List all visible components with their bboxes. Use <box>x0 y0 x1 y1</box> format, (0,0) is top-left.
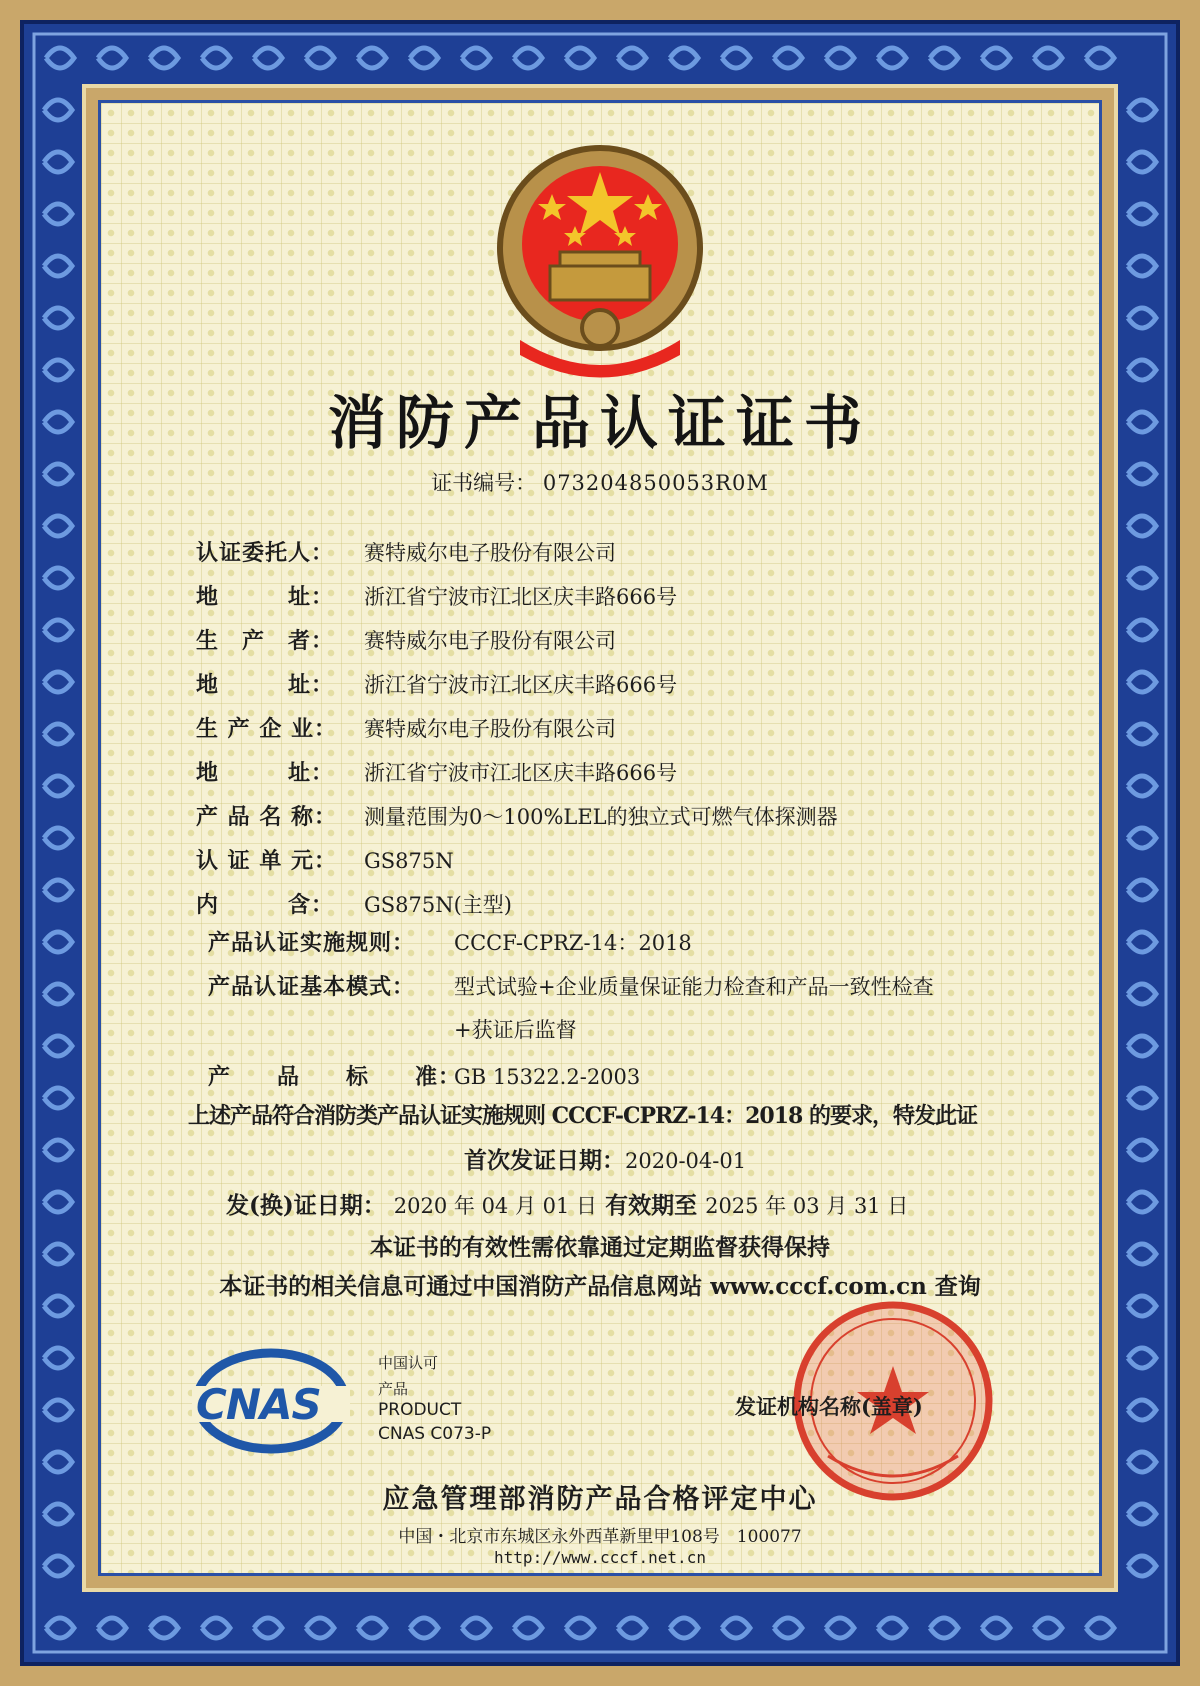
field-row <box>196 844 454 875</box>
rule-row <box>208 1060 640 1091</box>
field-row <box>196 668 677 699</box>
field-value: 测量范围为0～100%LEL的独立式可燃气体探测器 <box>364 805 838 829</box>
rule-value: 型式试验+企业质量保证能力检查和产品一致性检查 <box>454 975 934 999</box>
field-value: 浙江省宁波市江北区庆丰路666号 <box>364 673 678 697</box>
cnas-logo-text: CNAS <box>196 1380 321 1429</box>
field-label: 认证委托人： <box>196 540 335 566</box>
field-value: 浙江省宁波市江北区庆丰路666号 <box>364 585 678 609</box>
certificate-number-label: 证书编号： <box>431 471 537 495</box>
field-row <box>196 888 512 919</box>
cnas-line-4: CNAS C073-P <box>378 1424 492 1444</box>
field-value: 赛特威尔电子股份有限公司 <box>364 541 616 565</box>
certificate-number-value: 073204850053R0M <box>542 471 769 495</box>
cnas-line-3: PRODUCT <box>378 1400 462 1420</box>
certificate-number <box>0 467 1200 497</box>
valid-until-label: 有效期至 <box>605 1192 698 1219</box>
website-notice: 本证书的相关信息可通过中国消防产品信息网站 www.cccf.com.cn 查询 <box>219 1273 981 1300</box>
rule-row <box>208 926 692 957</box>
field-label: 地 址： <box>196 672 335 698</box>
rule-label: 产品认证基本模式： <box>208 974 416 1000</box>
field-row <box>196 756 677 787</box>
issuing-organization: 应急管理部消防产品合格评定中心 <box>382 1484 818 1515</box>
field-row <box>196 624 616 655</box>
field-row <box>196 536 616 567</box>
rule-row <box>208 1014 577 1044</box>
cnas-line-2: 产品 <box>378 1380 409 1398</box>
rule-row <box>208 970 934 1001</box>
valid-until-value: 2025 年 03 月 31 日 <box>705 1194 909 1218</box>
field-value: GS875N <box>364 849 454 873</box>
field-label: 认 证 单 元： <box>196 848 337 874</box>
issue-date-line <box>226 1187 908 1220</box>
field-value: 浙江省宁波市江北区庆丰路666号 <box>364 761 678 785</box>
first-issue-label: 首次发证日期： <box>464 1147 625 1174</box>
field-value: GS875N(主型) <box>364 893 513 917</box>
compliance-statement: 上述产品符合消防类产品认证实施规则 CCCF-CPRZ-14：2018 的要求，特发此证 <box>188 1103 977 1129</box>
field-label: 产 品 名 称： <box>196 804 337 830</box>
organization-address: 中国・北京市东城区永外西革新里甲108号 100077 <box>398 1527 802 1547</box>
national-emblem-icon <box>480 140 720 380</box>
field-row <box>196 580 677 611</box>
certificate-title: 消防产品认证证书 <box>327 389 872 457</box>
rule-value: +获证后监督 <box>454 1018 577 1042</box>
field-label: 地 址： <box>196 584 335 610</box>
seal-label: 发证机构名称(盖章) <box>735 1394 923 1419</box>
rule-value: CCCF-CPRZ-14：2018 <box>454 931 692 955</box>
rule-label: 产 品 标 准： <box>208 1064 462 1090</box>
issue-date-value: 2020 年 04 月 01 日 <box>393 1194 598 1218</box>
rule-label: 产品认证实施规则： <box>208 930 416 956</box>
first-issue-value: 2020-04-01 <box>625 1149 747 1173</box>
field-label: 地 址： <box>196 760 335 786</box>
cnas-line-1: 中国认可 <box>378 1354 439 1372</box>
rule-value: GB 15322.2-2003 <box>454 1065 641 1089</box>
field-value: 赛特威尔电子股份有限公司 <box>364 717 616 741</box>
organization-website: http://www.cccf.net.cn <box>494 1548 706 1567</box>
field-label: 内 含： <box>196 892 335 918</box>
issue-date-label: 发(换)证日期： <box>226 1192 386 1219</box>
field-value: 赛特威尔电子股份有限公司 <box>364 629 616 653</box>
field-label: 生 产 者： <box>196 628 335 654</box>
field-row <box>196 800 838 831</box>
first-issue-date <box>464 1142 746 1175</box>
field-row <box>196 712 616 743</box>
field-label: 生 产 企 业： <box>196 716 337 742</box>
validity-notice: 本证书的有效性需依靠通过定期监督获得保持 <box>370 1234 830 1261</box>
